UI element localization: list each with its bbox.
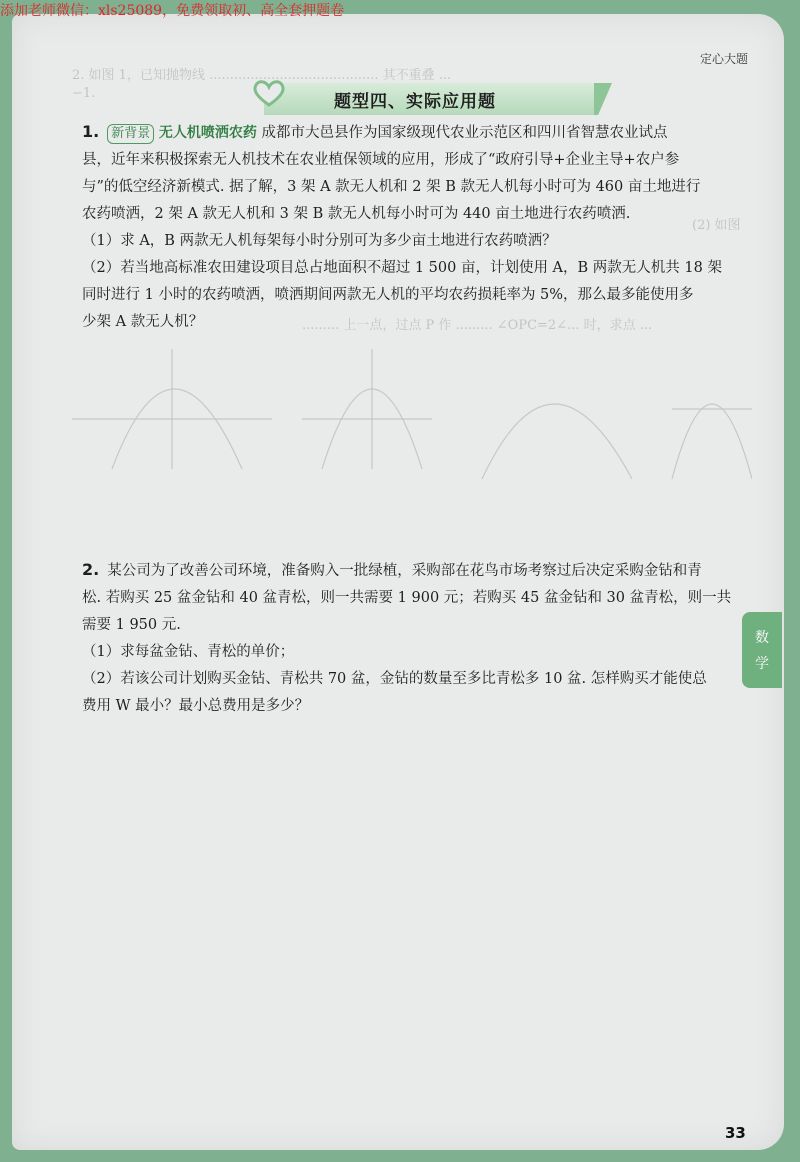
heart-icon [252,78,286,108]
question-text: 县，近年来积极探索无人机技术在农业植保领域的应用，形成了“政府引导+企业主导+农户参 [82,152,680,168]
watermark-text: 添加老师微信：xls25089，免费领取初、高全套押题卷 [0,3,345,19]
question-text: 成都市大邑县作为国家级现代农业示范区和四川省智慧农业试点 [256,125,668,141]
show-through-text: −1. [72,86,96,101]
running-head: 定心大题 [700,52,749,66]
show-through-text: (2) 如图 [692,218,741,233]
sub-question-2: 同时进行 1 小时的农药喷洒，喷洒期间两款无人机的平均农药损耗率为 5%，那么最多能使用多 [82,287,694,303]
question-number: 2. [82,560,100,579]
sub-question-2: （2）若该公司计划购买金钻、青松共 70 盆，金钻的数量至多比青松多 10 盆. 怎样购买才能使总 [82,671,707,687]
sub-question-2: 费用 W 最小？最小总费用是多少？ [82,698,310,714]
new-background-tag: 新背景 [107,124,154,144]
section-title: 题型四、实际应用题 [334,92,496,112]
question-text: 某公司为了改善公司环境，准备购入一批绿植，采购部在花鸟市场考察过后决定采购金钻和青 [107,563,702,579]
question-2 [82,556,772,720]
show-through-text: ......... 上一点，过点 P 作 ......... ∠OPC=2∠... 时，求点 ... [302,318,653,333]
sub-question-2: （2）若当地高标准农田建设项目总占地面积不超过 1 500 亩，计划使用 A，B 两款无人机共 18 架 [82,260,722,276]
question-1 [82,118,772,336]
sub-question-1: （1）求 A，B 两款无人机每架每小时分别可为多少亩土地进行农药喷洒？ [82,233,557,249]
question-text: 松. 若购买 25 盆金钻和 40 盆青松，则一共需要 1 900 元；若购买 45 盆金钻和 30 盆青松，则一共 [82,590,732,606]
show-through-graphs [72,349,752,499]
question-text: 需要 1 950 元. [82,617,181,633]
subject-tab-math[interactable] [742,612,782,688]
question-text: 与”的低空经济新模式. 据了解，3 架 A 款无人机和 2 架 B 款无人机每小时可为 460 亩土地进行 [82,179,701,195]
question-number: 1. [82,122,100,141]
question-topic: 无人机喷洒农药 [158,125,257,141]
show-through-text: 2. 如图 1，已知抛物线 ......................................... 其不重叠 ... [72,68,452,83]
question-text: 农药喷洒，2 架 A 款无人机和 3 架 B 款无人机每小时可为 440 亩土地进行农药喷洒. [82,206,631,222]
sub-question-1: （1）求每盆金钻、青松的单价； [82,644,295,660]
subject-tab-char: 学 [755,656,769,672]
page-sheet [12,14,784,1150]
sub-question-2: 少架 A 款无人机？ [82,314,204,330]
page-number: 33 [725,1124,746,1142]
subject-tab-char: 数 [755,630,769,646]
